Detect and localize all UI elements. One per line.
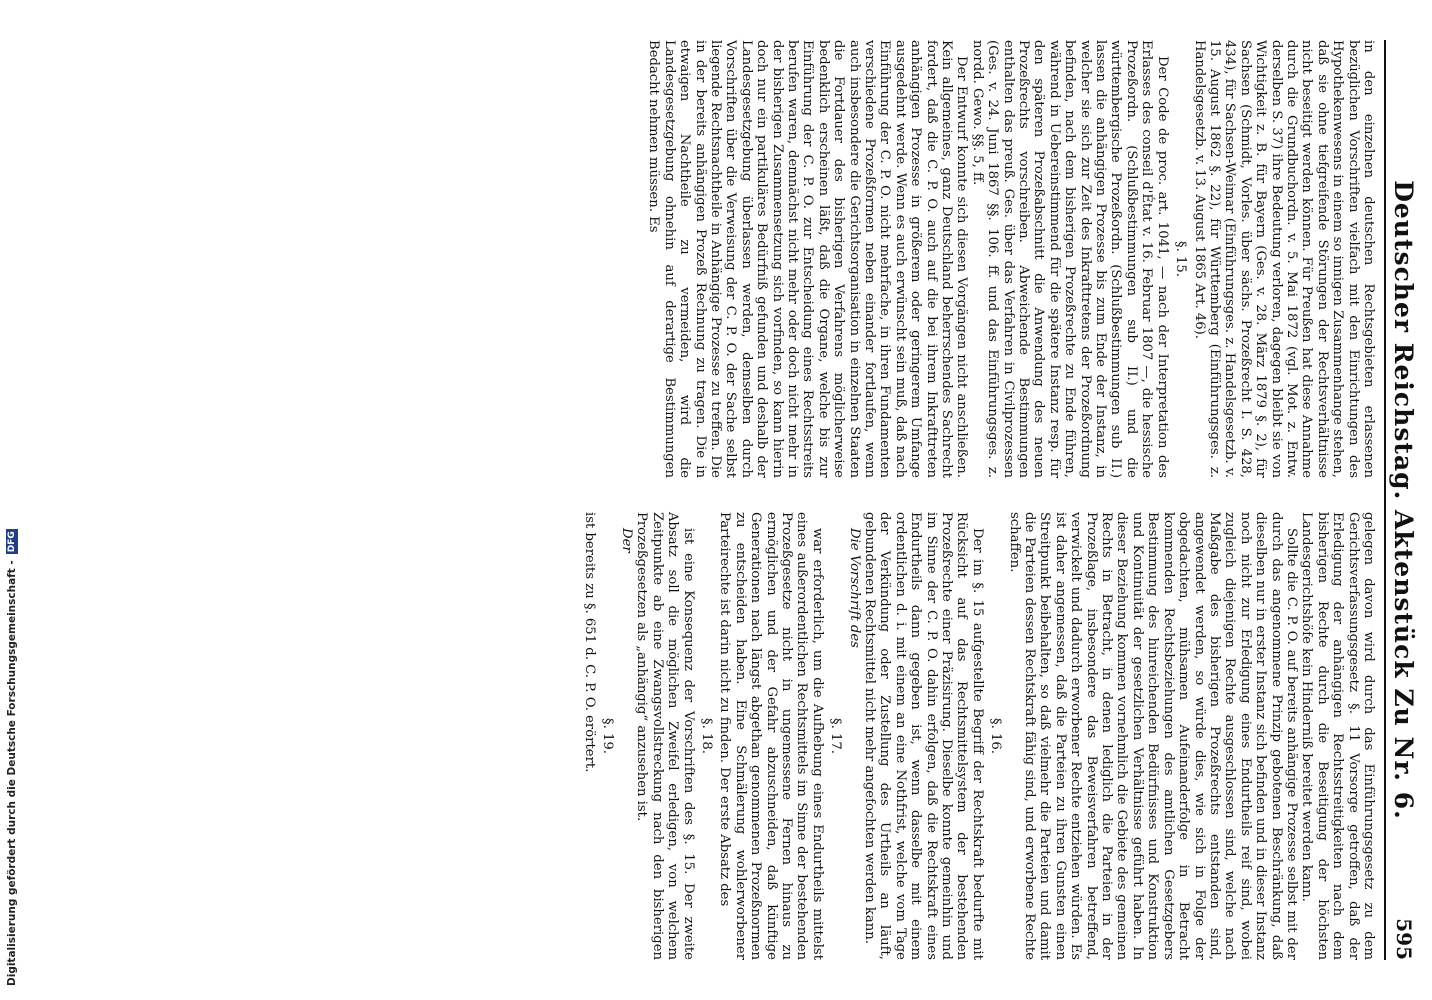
paragraph: war erforderlich, um die Aufhebung eines Endurtheils mittelst eines außerordentlichen Rechtsmittels im Sinne der bestehenden Prozeßgesetze nicht in ungemessene Fernen hinaus zu ermöglichen und der Gefahr abzuschneiden, daß künftige Generationen nach längst abgethan genommenen Prozeßnormen zu entscheiden haben. Eine Schmälerung wohlerworbener Parteirechte ist darin nicht zu finden. Der erste Absatz des	[717, 512, 825, 960]
section-heading: §. 17.	[828, 718, 844, 754]
dfg-logo: DFG	[7, 531, 17, 553]
paragraph: ist eine Konsequenz der Vorschriften des §. 15. Der zweite Absatz soll die möglichen Zweifel erledigen, von welchem Zeitpunkte ab eine Zwangsvollstreckung nach den bisherigen Prozeßgesetzen als „anhängig“ anzusehen ist.	[634, 512, 696, 960]
section-heading: §. 16.	[988, 718, 1004, 754]
page-title: Deutscher Reichstag. Aktenstück Zu Nr. 6.	[1389, 180, 1418, 820]
section-heading: §. 18.	[698, 718, 714, 754]
paragraph-continuation: ist bereits zu §. 651 d. C. P. O. erörtert.	[582, 512, 598, 773]
section-heading: §. 19.	[600, 718, 616, 754]
section-heading: §. 15.	[1173, 241, 1189, 277]
page-number: 595	[1392, 918, 1416, 960]
paragraph-continuation: gelegen davon wird durch das Einführungsgesetz zu dem Gerichtsverfassungsgesetz §. 11 Vorsorge getroffen, daß der Erledigung der anhängigen Rechtsstreitigkeiten nach dem bisherigen Rechte durch die Beseitigung der höchsten Landesgerichtshöfe kein Hinderniß bereitet werden kann.	[1299, 512, 1376, 960]
digitization-credit	[0, 0, 24, 1000]
lead-in-text: Der	[618, 528, 634, 553]
paragraph: Der Entwurf konnte sich diesen Vorgängen nicht anschließen. Kein allgemeines, ganz Deutschland beherrschendes Sachrecht fordert, daß die C. P. O. auch auf die bei ihrem Inkrafttreten anhängigen Prozesse in größerem oder geringerem Umfange ausgedehnt werde. Wenn es auch erwünscht sein muß, daß nach Einführung der C. P. O. nicht mehrfache, in ihren Fundamenten verschiedene Prozeßformen neben einander fortlaufen, wenn auch insbesondere die Gerichtsorganisation in einzelnen Staaten die Fortdauer des bisherigen Verfahrens möglicherweise bedenklich erscheinen läßt, daß die Organe, welche bis zur Einführung der C. P. O. zur Entscheidung eines Rechtsstreits berufen waren, demnächst nicht mehr oder doch nicht mehr in der bisherigen Zusammensetzung sich vorfinden, so kann hierin doch nur ein partikuläres Bedürfniß gefunden und deshalb der Landesgesetzgebung überlassen werden, demselben durch Vorschriften über die Verweisung der C. P. O. der Sache selbst liegende Rechtsnachtheile in Anhängige Prozesse zu treffen. Die in der bereits anhängigen Prozeß Rechnung zu tragen. Die in etwaigen Nachtheile zu vermeiden, wird die Landesgesetzgebung ohnehin auf derartige Bestimmungen Bedacht nehmen müssen. Es	[646, 40, 970, 478]
paragraph: Sollte die C. P. O. auf bereits anhängige Prozesse selbst mit der durch das angenommene Prinzip gebotenen Beschränkung, daß dieselben nur in erster Instanz sich befinden und in dieser Instanz noch nicht zur Erledigung eines Endurtheils reif sind, wobei zugleich diejenigen Rechte ausgeschlossen sind, welche nach Maßgabe des bisherigen Prozeßrechts entstanden sind, angewendet werden, so würde dies, wie sich in Folge der obgedachten, mühsamen Aufeinanderfolge in Betracht kommenden Rechtsbeziehungen des amtlichen Gesetzgebers Bestimmung des hinreichenden Bedürfnisses und Konstruktion und Kontinuität der gesetzlichen Verhältnisse geführt haben. In dieser Beziehung kommen vornehmlich die Gebiete des gemeinen Rechts in Betracht, in denen lediglich die Parteien in der Prozeßlage, insbesondere das Beweisverfahren betreffend, verwickelt und dadurch erworbener Rechte entziehen würden. Es ist daher angemessen, daß die Parteien zu ihren Gunsten einen Streitpunkt beibehalten, so daß vielmehr die Parteien und damit die Parteien dessen Rechtskraft fähig sind, und erworbene Rechte schaffen.	[1006, 512, 1299, 960]
left-column	[646, 40, 1376, 478]
paragraph-continuation: in den einzelnen deutschen Rechtsgebieten erlassenen bezüglichen Vorschriften vielfach mit den Einrichtungen des Hypothekenwesens in einem so innigen Zusammenhange stehen, daß sie ohne tiefgreifende Störungen der Rechtsverhältnisse nicht beseitigt werden können. Für Preußen hat diese Annahme durch die Grundbuchordn. v. 5. Mai 1872 (vgl. Mot. z. Entw. derselben S. 37) ihre Bedeutung verloren, dagegen bleibt sie von Wichtigkeit z. B. für Bayern (Ges. v. 28. März 1879 §. 2), für Sachsen (Schmidt, Vorles. über sächs. Prozeßrecht I. S. 428, 434), für Sachsen-Weimar (Einführungsges. z. Handelsgesetzb. v. 15. August 1862 §. 22), für Württemberg (Einführungsges. z. Handelsgesetzb. v. 13. August 1865 Art. 46).	[1191, 40, 1376, 478]
paragraph: Der im §. 15 aufgestellte Begriff der Rechtskraft bedurfte mit Rücksicht auf das Rechtsmittelsystem der bestehenden Prozeßrechte einer Präzisirung. Dieselbe konnte gemeinhin und im Sinne der C. P. O. dahin erfolgen, daß die Rechtskraft eines Endurtheils dann gegeben ist, wenn dasselbe mit einem ordentlichen d. i. mit einem an eine Nothfrist, welche vom Tage der Verkündung oder Zustellung des Urtheils an läuft, gebundenen Rechtsmittel nicht mehr angefochten werden kann.	[862, 512, 985, 960]
credit-text: Digitalisierung gefördert durch die Deutsche Forschungsgemeinschaft -	[6, 560, 18, 986]
paragraph: Der Code de proc. art. 1041, — nach der Interpretation des Erlasses des conseil d'État v. 16. Februar 1807 —, die hessische Prozeßordn. (Schlußbestimmungen sub II.) und die württembergische Prozeßordn. (Schlußbestimmungen sub II.) lassen die anhängigen Prozesse bis zum Ende der Instanz, in welcher sie sich zur Zeit des Inkrafttretens der Prozeßordnung befinden, nach dem bisherigen Prozeßrechte zu Ende führen, während in Uebereinstimmend für die spätere Instanz resp. für den späteren Prozeßabschnitt die Anwendung des neuen Prozeßrechts vorschreiben. Abweichende Bestimmungen enthalten das preuß. Ges. über das Verfahren in Civilprozessen (Ges. v. 24. Juni 1867 §§. 106. ff. und das Einführungsges. z. nordd. Gewo. §§. 5, ff.	[969, 40, 1170, 478]
lead-in-text: Die Vorschrift des	[846, 528, 862, 648]
right-column	[582, 512, 1376, 960]
page-header	[1384, 40, 1420, 960]
